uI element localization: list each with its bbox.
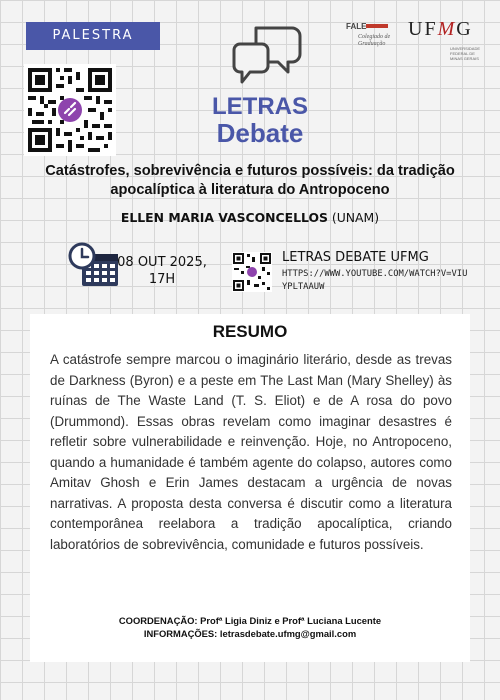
- ufmg-logo: UFMG UNIVERSIDADE FEDERAL DE MINAS GERAIS: [408, 18, 481, 61]
- speaker-affiliation: (UNAM): [331, 210, 380, 225]
- brand-title-line1: LETRAS: [212, 93, 308, 120]
- channel-name: LETRAS DEBATE UFMG: [282, 250, 429, 265]
- brand-title-line2: Debate: [216, 118, 304, 148]
- abstract-heading: RESUMO: [212, 322, 288, 341]
- qr-code-icon[interactable]: [24, 64, 116, 156]
- video-link[interactable]: HTTPS://WWW.YOUTUBE.COM/WATCH?V=VIUYPLTAAUW: [282, 269, 468, 292]
- youtube-qr-code-icon[interactable]: [232, 252, 272, 292]
- info-label: INFORMAÇÕES:: [143, 628, 218, 639]
- speaker-name: ELLEN MARIA VASCONCELLOS: [120, 210, 328, 225]
- abstract-text: A catástrofe sempre marcou o imaginário literário, desde as trevas de Darkness (Byron) e a peste em The Last Man (Mary Shelley) às ruínas de The Waste Land (T. S. Eliot) e de A rosa do povo (Drummond). Essas obras revelam como imaginar desastres é refletir sobre vulnerabilidade e reinvenção. Hoje, no Antropoceno, quando a humanidade é também agente do colapso, autores como Amitav Ghosh e Erin James destacam a urgência de novas narrativas. A proposta desta conversa é discutir como a literatura contemporânea reelabora a tradição apocalíptica, criando laboratórios de sobrevivência, comunidade e futuros possíveis.: [50, 352, 452, 552]
- talk-title: Catástrofes, sobrevivência e futuros possíveis: da tradição apocalíptica à literatura do Antropoceno: [45, 163, 455, 198]
- chat-bubbles-icon: [232, 20, 304, 90]
- abstract-card: [30, 314, 470, 662]
- speaker: [20, 210, 480, 225]
- fale-logo: FALE Colegiado de Graduação: [346, 22, 391, 47]
- event-type-badge: PALESTRA: [26, 22, 160, 50]
- event-date: 08 OUT 2025, 17H: [117, 255, 207, 287]
- coordination-value: Profª Ligia Diniz e Profª Luciana Lucente: [200, 615, 382, 626]
- link-icon: [58, 98, 82, 122]
- contact-email[interactable]: letrasdebate.ufmg@gmail.com: [219, 628, 357, 639]
- calendar-clock-icon: [68, 240, 120, 288]
- credits: [30, 614, 470, 640]
- coordination-label: COORDENAÇÃO:: [118, 615, 198, 626]
